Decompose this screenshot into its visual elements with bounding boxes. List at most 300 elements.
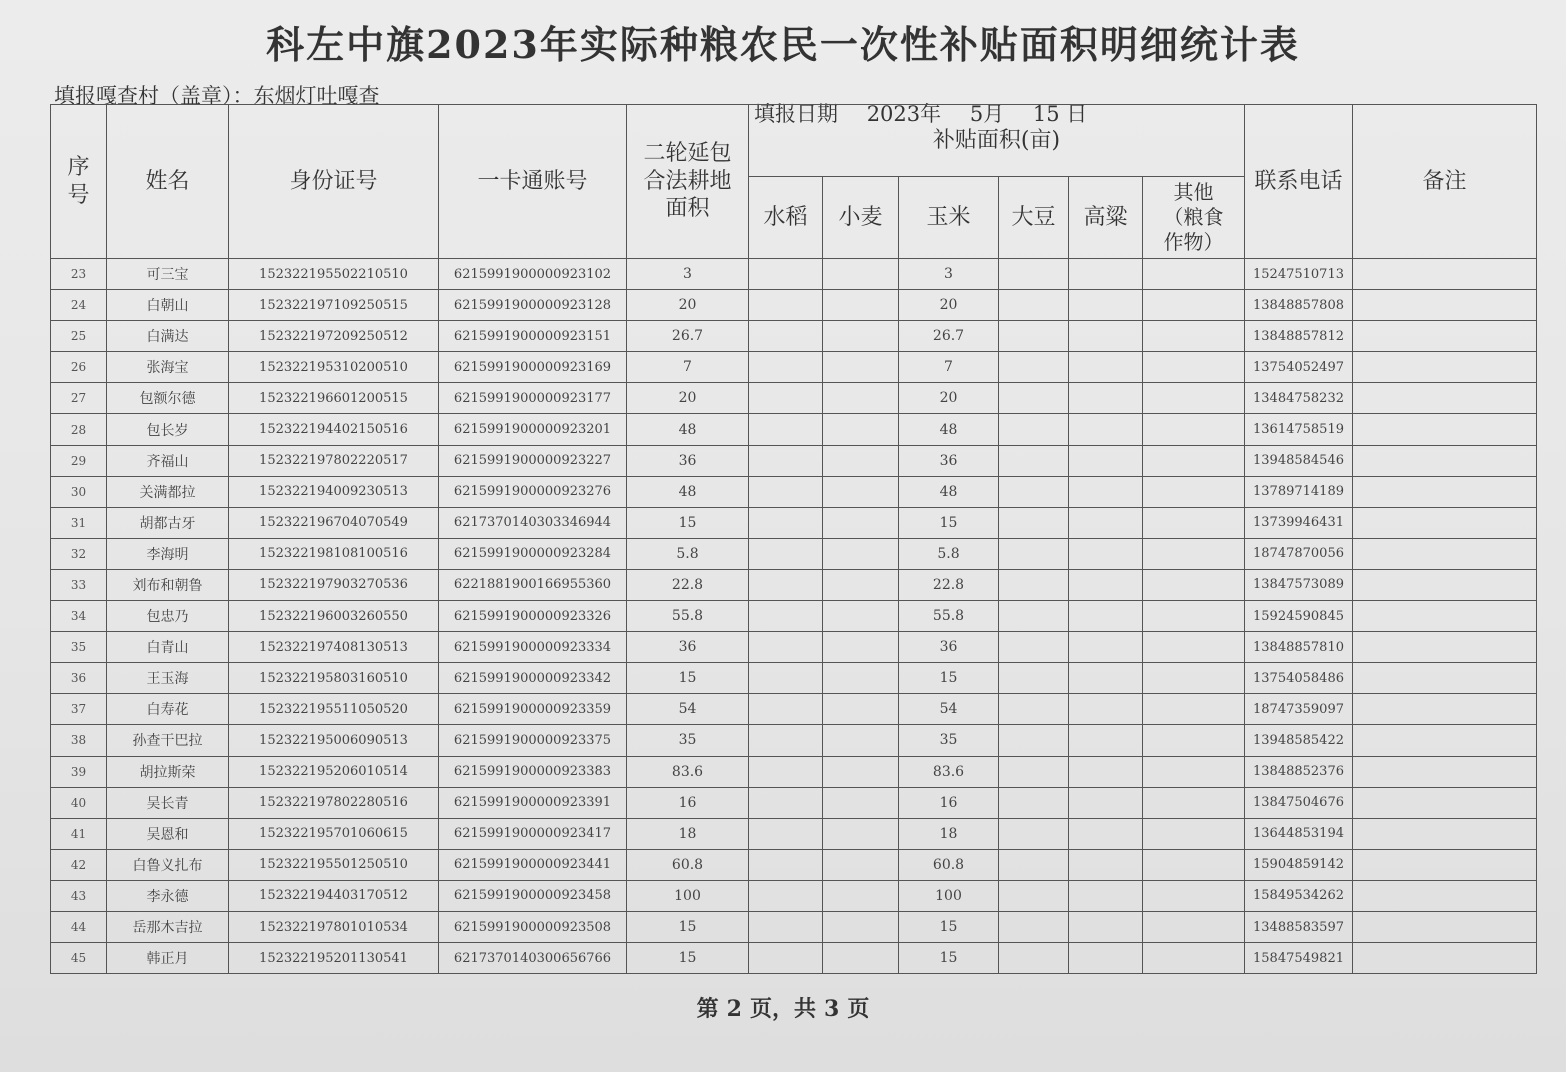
- table-row: [51, 476, 1537, 507]
- row-sorghum: [1069, 321, 1143, 352]
- table-row: [51, 818, 1537, 849]
- table-row: [51, 911, 1537, 942]
- row-card-account: 6215991900000923177: [439, 383, 627, 414]
- row-phone: 13848852376: [1245, 756, 1353, 787]
- header-area: 二轮延包合法耕地面积: [627, 105, 749, 259]
- row-wheat: [823, 849, 899, 880]
- row-rice: [749, 352, 823, 383]
- table-row: [51, 569, 1537, 600]
- header-rice: 水稻: [749, 177, 823, 259]
- row-note: [1353, 383, 1537, 414]
- row-phone: 13789714189: [1245, 476, 1353, 507]
- date-label: 填报日期: [754, 102, 838, 126]
- row-area: 20: [627, 383, 749, 414]
- row-name: 包长岁: [107, 414, 229, 445]
- row-id-number: 152322195803160510: [229, 663, 439, 694]
- row-card-account: 6215991900000923441: [439, 849, 627, 880]
- row-soy: [999, 538, 1069, 569]
- row-note: [1353, 911, 1537, 942]
- row-card-account: 6215991900000923334: [439, 632, 627, 663]
- subsidy-table: [50, 104, 1537, 974]
- row-corn: 54: [899, 694, 999, 725]
- row-sorghum: [1069, 943, 1143, 974]
- row-other: [1143, 414, 1245, 445]
- row-id-number: 152322195206010514: [229, 756, 439, 787]
- row-rice: [749, 601, 823, 632]
- header-corn: 玉米: [899, 177, 999, 259]
- row-seq: 24: [51, 290, 107, 321]
- row-other: [1143, 569, 1245, 600]
- row-corn: 36: [899, 632, 999, 663]
- table-row: [51, 880, 1537, 911]
- row-note: [1353, 943, 1537, 974]
- row-other: [1143, 787, 1245, 818]
- row-phone: 15247510713: [1245, 259, 1353, 290]
- page-indicator: [0, 992, 1566, 1023]
- table-row: [51, 694, 1537, 725]
- row-id-number: 152322196704070549: [229, 507, 439, 538]
- row-rice: [749, 694, 823, 725]
- row-other: [1143, 476, 1245, 507]
- row-other: [1143, 849, 1245, 880]
- row-name: 齐福山: [107, 445, 229, 476]
- row-phone: 15847549821: [1245, 943, 1353, 974]
- row-area: 5.8: [627, 538, 749, 569]
- header-note: 备注: [1353, 105, 1537, 259]
- row-note: [1353, 476, 1537, 507]
- row-other: [1143, 694, 1245, 725]
- row-soy: [999, 569, 1069, 600]
- row-phone: 18747359097: [1245, 694, 1353, 725]
- row-phone: 13754058486: [1245, 663, 1353, 694]
- row-rice: [749, 321, 823, 352]
- row-area: 3: [627, 259, 749, 290]
- row-sorghum: [1069, 538, 1143, 569]
- row-soy: [999, 725, 1069, 756]
- row-other: [1143, 663, 1245, 694]
- row-id-number: 152322197801010534: [229, 911, 439, 942]
- row-phone: 13484758232: [1245, 383, 1353, 414]
- row-wheat: [823, 414, 899, 445]
- row-area: 26.7: [627, 321, 749, 352]
- row-other: [1143, 632, 1245, 663]
- row-wheat: [823, 352, 899, 383]
- row-rice: [749, 290, 823, 321]
- row-seq: 32: [51, 538, 107, 569]
- row-soy: [999, 383, 1069, 414]
- row-soy: [999, 259, 1069, 290]
- page-prefix: 第: [696, 996, 719, 1022]
- row-corn: 7: [899, 352, 999, 383]
- row-rice: [749, 259, 823, 290]
- row-sorghum: [1069, 352, 1143, 383]
- row-wheat: [823, 756, 899, 787]
- row-name: 关满都拉: [107, 476, 229, 507]
- row-corn: 15: [899, 943, 999, 974]
- row-sorghum: [1069, 507, 1143, 538]
- row-card-account: 6215991900000923284: [439, 538, 627, 569]
- row-rice: [749, 663, 823, 694]
- row-card-account: 6215991900000923227: [439, 445, 627, 476]
- header-id: 身份证号: [229, 105, 439, 259]
- row-soy: [999, 476, 1069, 507]
- row-corn: 36: [899, 445, 999, 476]
- table-row: [51, 383, 1537, 414]
- row-corn: 18: [899, 818, 999, 849]
- row-soy: [999, 663, 1069, 694]
- row-phone: 15924590845: [1245, 601, 1353, 632]
- row-phone: 13948584546: [1245, 445, 1353, 476]
- row-soy: [999, 756, 1069, 787]
- row-area: 20: [627, 290, 749, 321]
- header-card: 一卡通账号: [439, 105, 627, 259]
- row-soy: [999, 290, 1069, 321]
- page-mid: 页，共: [749, 996, 816, 1022]
- row-id-number: 152322194403170512: [229, 880, 439, 911]
- row-area: 18: [627, 818, 749, 849]
- row-rice: [749, 445, 823, 476]
- row-card-account: 6217370140303346944: [439, 507, 627, 538]
- row-other: [1143, 943, 1245, 974]
- row-phone: 13847573089: [1245, 569, 1353, 600]
- row-name: 刘布和朝鲁: [107, 569, 229, 600]
- row-phone: 13847504676: [1245, 787, 1353, 818]
- table-row: [51, 259, 1537, 290]
- row-soy: [999, 787, 1069, 818]
- header-wheat: 小麦: [823, 177, 899, 259]
- row-soy: [999, 911, 1069, 942]
- row-seq: 44: [51, 911, 107, 942]
- row-rice: [749, 943, 823, 974]
- row-id-number: 152322196601200515: [229, 383, 439, 414]
- row-note: [1353, 321, 1537, 352]
- row-id-number: 152322195511050520: [229, 694, 439, 725]
- row-area: 15: [627, 507, 749, 538]
- table-row: [51, 445, 1537, 476]
- row-seq: 35: [51, 632, 107, 663]
- row-area: 60.8: [627, 849, 749, 880]
- row-wheat: [823, 943, 899, 974]
- row-seq: 37: [51, 694, 107, 725]
- row-card-account: 6215991900000923375: [439, 725, 627, 756]
- row-corn: 60.8: [899, 849, 999, 880]
- row-area: 15: [627, 911, 749, 942]
- row-id-number: 152322194402150516: [229, 414, 439, 445]
- row-wheat: [823, 383, 899, 414]
- row-corn: 16: [899, 787, 999, 818]
- row-corn: 22.8: [899, 569, 999, 600]
- row-area: 22.8: [627, 569, 749, 600]
- row-note: [1353, 694, 1537, 725]
- village-value: 东烟灯吐嘎查: [253, 84, 380, 108]
- table-row: [51, 414, 1537, 445]
- row-note: [1353, 290, 1537, 321]
- page-suffix: 页: [847, 996, 870, 1022]
- row-rice: [749, 818, 823, 849]
- row-id-number: 152322195310200510: [229, 352, 439, 383]
- table-row: [51, 507, 1537, 538]
- row-rice: [749, 538, 823, 569]
- header-soy: 大豆: [999, 177, 1069, 259]
- row-sorghum: [1069, 849, 1143, 880]
- row-soy: [999, 414, 1069, 445]
- row-sorghum: [1069, 663, 1143, 694]
- row-note: [1353, 632, 1537, 663]
- row-note: [1353, 352, 1537, 383]
- document-title: 科左中旗2023年实际种粮农民一次性补贴面积明细统计表: [266, 22, 1300, 67]
- row-area: 36: [627, 632, 749, 663]
- row-note: [1353, 538, 1537, 569]
- row-rice: [749, 911, 823, 942]
- row-sorghum: [1069, 725, 1143, 756]
- row-sorghum: [1069, 756, 1143, 787]
- row-card-account: 6215991900000923458: [439, 880, 627, 911]
- row-name: 白寿花: [107, 694, 229, 725]
- row-id-number: 152322197209250512: [229, 321, 439, 352]
- row-sorghum: [1069, 445, 1143, 476]
- header-phone: 联系电话: [1245, 105, 1353, 259]
- row-note: [1353, 725, 1537, 756]
- row-id-number: 152322195501250510: [229, 849, 439, 880]
- row-name: 吴恩和: [107, 818, 229, 849]
- row-area: 83.6: [627, 756, 749, 787]
- village-label: 填报嘎查村（盖章）：: [54, 84, 254, 108]
- row-corn: 48: [899, 414, 999, 445]
- table-row: [51, 725, 1537, 756]
- row-card-account: 6215991900000923359: [439, 694, 627, 725]
- row-wheat: [823, 569, 899, 600]
- row-seq: 34: [51, 601, 107, 632]
- row-card-account: 6215991900000923326: [439, 601, 627, 632]
- table-row: [51, 943, 1537, 974]
- row-wheat: [823, 787, 899, 818]
- row-rice: [749, 414, 823, 445]
- row-area: 55.8: [627, 601, 749, 632]
- row-wheat: [823, 601, 899, 632]
- row-phone: 13644853194: [1245, 818, 1353, 849]
- row-corn: 35: [899, 725, 999, 756]
- row-id-number: 152322195006090513: [229, 725, 439, 756]
- row-other: [1143, 756, 1245, 787]
- row-sorghum: [1069, 259, 1143, 290]
- row-wheat: [823, 632, 899, 663]
- row-corn: 5.8: [899, 538, 999, 569]
- row-seq: 40: [51, 787, 107, 818]
- row-id-number: 152322197802280516: [229, 787, 439, 818]
- header-sorghum: 高粱: [1069, 177, 1143, 259]
- row-sorghum: [1069, 694, 1143, 725]
- row-seq: 43: [51, 880, 107, 911]
- row-name: 可三宝: [107, 259, 229, 290]
- row-card-account: 6215991900000923128: [439, 290, 627, 321]
- row-name: 张海宝: [107, 352, 229, 383]
- row-seq: 41: [51, 818, 107, 849]
- row-area: 54: [627, 694, 749, 725]
- row-note: [1353, 259, 1537, 290]
- row-area: 7: [627, 352, 749, 383]
- row-soy: [999, 507, 1069, 538]
- row-rice: [749, 507, 823, 538]
- row-soy: [999, 818, 1069, 849]
- row-rice: [749, 476, 823, 507]
- row-note: [1353, 507, 1537, 538]
- row-other: [1143, 321, 1245, 352]
- row-seq: 29: [51, 445, 107, 476]
- row-card-account: 6217370140300656766: [439, 943, 627, 974]
- row-note: [1353, 756, 1537, 787]
- row-name: 白满达: [107, 321, 229, 352]
- row-corn: 83.6: [899, 756, 999, 787]
- row-soy: [999, 601, 1069, 632]
- table-row: [51, 663, 1537, 694]
- row-rice: [749, 383, 823, 414]
- date-month: 5月: [969, 102, 1005, 126]
- row-rice: [749, 725, 823, 756]
- row-other: [1143, 911, 1245, 942]
- row-id-number: 152322195701060615: [229, 818, 439, 849]
- row-phone: 13948585422: [1245, 725, 1353, 756]
- row-corn: 48: [899, 476, 999, 507]
- row-card-account: 6215991900000923391: [439, 787, 627, 818]
- table-row: [51, 538, 1537, 569]
- row-seq: 25: [51, 321, 107, 352]
- row-seq: 27: [51, 383, 107, 414]
- row-seq: 36: [51, 663, 107, 694]
- header-name: 姓名: [107, 105, 229, 259]
- row-sorghum: [1069, 569, 1143, 600]
- row-rice: [749, 849, 823, 880]
- row-soy: [999, 445, 1069, 476]
- row-id-number: 152322196003260550: [229, 601, 439, 632]
- row-rice: [749, 569, 823, 600]
- row-card-account: 6215991900000923383: [439, 756, 627, 787]
- row-name: 李海明: [107, 538, 229, 569]
- row-rice: [749, 632, 823, 663]
- page-total: 3: [824, 996, 840, 1022]
- row-rice: [749, 787, 823, 818]
- row-other: [1143, 507, 1245, 538]
- row-sorghum: [1069, 476, 1143, 507]
- row-rice: [749, 880, 823, 911]
- row-wheat: [823, 663, 899, 694]
- row-name: 王玉海: [107, 663, 229, 694]
- row-sorghum: [1069, 383, 1143, 414]
- row-name: 李永德: [107, 880, 229, 911]
- row-other: [1143, 383, 1245, 414]
- row-id-number: 152322194009230513: [229, 476, 439, 507]
- row-corn: 15: [899, 911, 999, 942]
- row-sorghum: [1069, 414, 1143, 445]
- row-other: [1143, 601, 1245, 632]
- row-other: [1143, 880, 1245, 911]
- row-sorghum: [1069, 601, 1143, 632]
- row-id-number: 152322198108100516: [229, 538, 439, 569]
- row-corn: 15: [899, 507, 999, 538]
- table-row: [51, 756, 1537, 787]
- header-subsidy: 补贴面积(亩): [749, 105, 1245, 177]
- table-row: [51, 787, 1537, 818]
- row-card-account: 6215991900000923201: [439, 414, 627, 445]
- row-phone: 15849534262: [1245, 880, 1353, 911]
- row-area: 100: [627, 880, 749, 911]
- row-seq: 45: [51, 943, 107, 974]
- date-year: 2023年: [866, 102, 942, 126]
- row-note: [1353, 880, 1537, 911]
- row-rice: [749, 756, 823, 787]
- row-id-number: 152322195201130541: [229, 943, 439, 974]
- row-note: [1353, 818, 1537, 849]
- row-id-number: 152322195502210510: [229, 259, 439, 290]
- row-phone: 13848857810: [1245, 632, 1353, 663]
- row-name: 包额尔德: [107, 383, 229, 414]
- row-other: [1143, 445, 1245, 476]
- row-soy: [999, 849, 1069, 880]
- row-wheat: [823, 538, 899, 569]
- date-day: 15 日: [1032, 102, 1088, 126]
- row-wheat: [823, 880, 899, 911]
- table-row: [51, 352, 1537, 383]
- row-other: [1143, 538, 1245, 569]
- row-id-number: 152322197903270536: [229, 569, 439, 600]
- row-seq: 28: [51, 414, 107, 445]
- row-sorghum: [1069, 818, 1143, 849]
- row-card-account: 6215991900000923508: [439, 911, 627, 942]
- row-phone: 18747870056: [1245, 538, 1353, 569]
- row-card-account: 6215991900000923169: [439, 352, 627, 383]
- header-seq: 序号: [51, 105, 107, 259]
- row-phone: 13848857808: [1245, 290, 1353, 321]
- row-note: [1353, 445, 1537, 476]
- row-id-number: 152322197408130513: [229, 632, 439, 663]
- row-id-number: 152322197109250515: [229, 290, 439, 321]
- row-sorghum: [1069, 880, 1143, 911]
- row-area: 16: [627, 787, 749, 818]
- row-corn: 15: [899, 663, 999, 694]
- row-soy: [999, 880, 1069, 911]
- row-sorghum: [1069, 632, 1143, 663]
- row-phone: 13754052497: [1245, 352, 1353, 383]
- row-seq: 33: [51, 569, 107, 600]
- row-name: 岳那木吉拉: [107, 911, 229, 942]
- row-note: [1353, 414, 1537, 445]
- table-row: [51, 601, 1537, 632]
- row-wheat: [823, 321, 899, 352]
- row-name: 白朝山: [107, 290, 229, 321]
- row-wheat: [823, 911, 899, 942]
- row-seq: 30: [51, 476, 107, 507]
- row-phone: 15904859142: [1245, 849, 1353, 880]
- row-soy: [999, 632, 1069, 663]
- row-card-account: 6221881900166955360: [439, 569, 627, 600]
- row-phone: 13848857812: [1245, 321, 1353, 352]
- row-name: 韩正月: [107, 943, 229, 974]
- row-other: [1143, 290, 1245, 321]
- row-card-account: 6215991900000923276: [439, 476, 627, 507]
- row-card-account: 6215991900000923342: [439, 663, 627, 694]
- table-row: [51, 632, 1537, 663]
- row-area: 48: [627, 414, 749, 445]
- row-note: [1353, 849, 1537, 880]
- row-soy: [999, 321, 1069, 352]
- row-card-account: 6215991900000923102: [439, 259, 627, 290]
- row-seq: 38: [51, 725, 107, 756]
- row-other: [1143, 725, 1245, 756]
- row-corn: 100: [899, 880, 999, 911]
- table-row: [51, 290, 1537, 321]
- row-wheat: [823, 476, 899, 507]
- row-wheat: [823, 818, 899, 849]
- row-wheat: [823, 290, 899, 321]
